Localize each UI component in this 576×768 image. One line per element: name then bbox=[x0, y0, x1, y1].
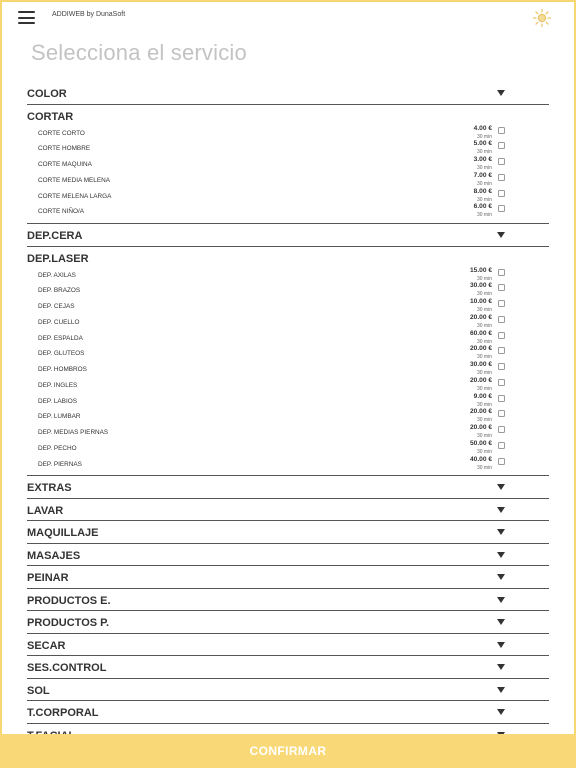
service-name: DEP. LUMBAR bbox=[38, 413, 81, 421]
checkbox-icon[interactable] bbox=[498, 316, 505, 323]
checkbox-icon[interactable] bbox=[498, 269, 505, 276]
service-name: DEP. CEJAS bbox=[38, 303, 75, 310]
service-row[interactable] bbox=[27, 346, 549, 362]
hamburger-menu-icon[interactable] bbox=[18, 11, 35, 24]
chevron-down-icon[interactable] bbox=[497, 619, 505, 625]
service-duration: 30 min bbox=[476, 275, 492, 282]
service-row[interactable] bbox=[27, 441, 549, 457]
service-price: 20.00 € bbox=[470, 345, 492, 353]
top-bar bbox=[0, 0, 576, 36]
service-name: CORTE CORTO bbox=[38, 129, 85, 137]
category-label[interactable]: DEP.LASER bbox=[27, 252, 89, 265]
service-price: 6.00 € bbox=[473, 203, 492, 211]
service-price: 50.00 € bbox=[470, 439, 492, 447]
category-header[interactable] bbox=[27, 224, 549, 247]
service-name: DEP. HOMBROS bbox=[38, 366, 87, 373]
service-row[interactable] bbox=[27, 268, 549, 284]
service-row[interactable] bbox=[27, 299, 549, 315]
service-price: 3.00 € bbox=[473, 156, 492, 163]
category-label: MAQUILLAJE bbox=[27, 527, 99, 540]
service-name: DEP. PIERNAS bbox=[38, 460, 82, 468]
service-duration: 30 min bbox=[476, 149, 492, 156]
category-section bbox=[27, 105, 549, 225]
service-price: 15.00 € bbox=[470, 266, 492, 274]
chevron-down-icon[interactable] bbox=[497, 664, 505, 670]
page-title: Selecciona el servicio bbox=[31, 40, 247, 65]
checkbox-icon[interactable] bbox=[498, 347, 505, 354]
service-duration: 30 min bbox=[476, 433, 492, 439]
service-price: 20.00 € bbox=[470, 424, 492, 431]
category-label: MASAJES bbox=[27, 549, 81, 562]
service-price: 4.00 € bbox=[473, 124, 492, 132]
checkbox-icon[interactable] bbox=[498, 300, 505, 307]
category-header[interactable] bbox=[27, 82, 549, 105]
category-header[interactable] bbox=[27, 634, 549, 657]
service-row[interactable] bbox=[27, 409, 549, 425]
category-section bbox=[27, 247, 549, 477]
chevron-down-icon[interactable] bbox=[497, 484, 505, 490]
category-header[interactable] bbox=[27, 476, 549, 499]
category-label: DEP.CERA bbox=[27, 230, 83, 242]
service-price: 20.00 € bbox=[470, 313, 492, 321]
service-name: CORTE NIÑO/A bbox=[38, 208, 85, 216]
service-duration: 30 min bbox=[476, 322, 492, 329]
category-header[interactable] bbox=[27, 656, 549, 679]
checkbox-icon[interactable] bbox=[498, 190, 505, 197]
category-header[interactable] bbox=[27, 499, 549, 522]
service-row[interactable] bbox=[27, 204, 549, 220]
service-row[interactable] bbox=[27, 157, 549, 173]
service-price: 60.00 € bbox=[470, 329, 492, 337]
category-header[interactable] bbox=[27, 566, 549, 589]
service-duration: 30 min bbox=[476, 338, 492, 345]
service-name: DEP. AXILAS bbox=[38, 271, 76, 279]
service-duration: 30 min bbox=[476, 385, 492, 392]
service-price: 5.00 € bbox=[473, 140, 492, 148]
checkbox-icon[interactable] bbox=[498, 142, 505, 149]
category-label: PRODUCTOS P. bbox=[27, 617, 110, 630]
chevron-down-icon[interactable] bbox=[497, 642, 505, 648]
checkbox-icon[interactable] bbox=[498, 284, 505, 291]
checkbox-icon[interactable] bbox=[498, 426, 505, 433]
service-price: 20.00 € bbox=[470, 376, 492, 384]
checkbox-icon[interactable] bbox=[498, 458, 505, 465]
service-name: DEP. GLUTEOS bbox=[38, 350, 85, 358]
service-duration: 30 min bbox=[476, 354, 492, 361]
service-name: DEP. CUELLO bbox=[38, 318, 80, 326]
category-label: LAVAR bbox=[27, 504, 64, 517]
service-row[interactable] bbox=[27, 457, 549, 473]
service-name: DEP. BRAZOS bbox=[38, 287, 81, 295]
service-row[interactable] bbox=[27, 173, 549, 189]
checkbox-icon[interactable] bbox=[498, 174, 505, 181]
service-name: DEP. PECHO bbox=[38, 444, 77, 452]
service-row[interactable] bbox=[27, 425, 549, 441]
checkbox-icon[interactable] bbox=[498, 363, 505, 370]
category-header[interactable] bbox=[27, 521, 549, 544]
chevron-down-icon[interactable] bbox=[497, 529, 505, 535]
service-duration: 30 min bbox=[476, 180, 492, 187]
category-label: SECAR bbox=[27, 639, 66, 652]
service-duration: 30 min bbox=[476, 196, 492, 203]
service-duration: 30 min bbox=[476, 417, 492, 424]
service-duration: 30 min bbox=[476, 307, 492, 313]
service-duration: 30 min bbox=[476, 133, 492, 140]
service-duration: 30 min bbox=[476, 464, 492, 471]
category-label: T.CORPORAL bbox=[27, 707, 99, 720]
category-label: SOL bbox=[27, 684, 50, 697]
chevron-down-icon[interactable] bbox=[497, 232, 505, 238]
service-row[interactable] bbox=[27, 315, 549, 331]
service-row[interactable] bbox=[27, 394, 549, 410]
chevron-down-icon[interactable] bbox=[497, 709, 505, 715]
service-row[interactable] bbox=[27, 362, 549, 378]
service-duration: 30 min bbox=[476, 291, 492, 298]
checkbox-icon[interactable] bbox=[498, 158, 505, 165]
category-label: COLOR bbox=[27, 88, 67, 100]
service-row[interactable] bbox=[27, 126, 549, 142]
service-price: 8.00 € bbox=[473, 187, 492, 195]
service-price: 10.00 € bbox=[470, 298, 492, 305]
category-header[interactable] bbox=[27, 679, 549, 702]
service-name: CORTE MAQUINA bbox=[38, 161, 92, 168]
service-name: DEP. INGLES bbox=[38, 381, 78, 389]
checkbox-icon[interactable] bbox=[498, 127, 505, 134]
category-label: PEINAR bbox=[27, 572, 69, 585]
service-duration: 30 min bbox=[476, 448, 492, 455]
chevron-down-icon[interactable] bbox=[497, 90, 505, 96]
chevron-down-icon[interactable] bbox=[497, 597, 505, 603]
checkbox-icon[interactable] bbox=[498, 442, 505, 449]
service-row[interactable] bbox=[27, 378, 549, 394]
category-label[interactable]: CORTAR bbox=[27, 110, 74, 123]
service-price: 20.00 € bbox=[470, 408, 492, 416]
service-name: DEP. LABIOS bbox=[38, 397, 77, 405]
chevron-down-icon[interactable] bbox=[497, 574, 505, 580]
service-price: 30.00 € bbox=[470, 361, 492, 368]
category-label: PRODUCTOS E. bbox=[27, 594, 111, 607]
category-list bbox=[27, 82, 549, 746]
service-row[interactable] bbox=[27, 189, 549, 205]
category-header[interactable] bbox=[27, 589, 549, 612]
chevron-down-icon[interactable] bbox=[497, 507, 505, 513]
service-price: 7.00 € bbox=[473, 171, 492, 179]
service-row[interactable] bbox=[27, 331, 549, 347]
chevron-down-icon[interactable] bbox=[497, 687, 505, 693]
service-name: DEP. MEDIAS PIERNAS bbox=[38, 429, 109, 436]
sun-logo-icon bbox=[532, 8, 552, 28]
confirm-button[interactable]: CONFIRMAR bbox=[0, 734, 576, 768]
category-label: SES.CONTROL bbox=[27, 662, 107, 675]
checkbox-icon[interactable] bbox=[498, 395, 505, 402]
service-duration: 30 min bbox=[476, 401, 492, 408]
service-price: 30.00 € bbox=[470, 282, 492, 290]
service-row[interactable] bbox=[27, 283, 549, 299]
checkbox-icon[interactable] bbox=[498, 410, 505, 417]
checkbox-icon[interactable] bbox=[498, 379, 505, 386]
service-duration: 30 min bbox=[476, 165, 492, 171]
app-title: ADDIWEB by DunaSoft bbox=[52, 11, 126, 18]
category-label: EXTRAS bbox=[27, 482, 72, 495]
service-price: 40.00 € bbox=[470, 455, 492, 463]
checkbox-icon[interactable] bbox=[498, 332, 505, 339]
chevron-down-icon[interactable] bbox=[497, 552, 505, 558]
category-header[interactable] bbox=[27, 611, 549, 634]
service-name: CORTE MELENA LARGA bbox=[38, 192, 112, 200]
service-duration: 30 min bbox=[476, 212, 492, 219]
category-header[interactable] bbox=[27, 544, 549, 567]
service-name: CORTE MEDIA MELENA bbox=[38, 176, 110, 184]
service-name: CORTE HOMBRE bbox=[38, 145, 91, 153]
service-duration: 30 min bbox=[476, 370, 492, 376]
service-price: 9.00 € bbox=[473, 392, 492, 400]
checkbox-icon[interactable] bbox=[498, 205, 505, 212]
service-name: DEP. ESPALDA bbox=[38, 334, 83, 342]
service-row[interactable] bbox=[27, 141, 549, 157]
category-header[interactable] bbox=[27, 701, 549, 724]
